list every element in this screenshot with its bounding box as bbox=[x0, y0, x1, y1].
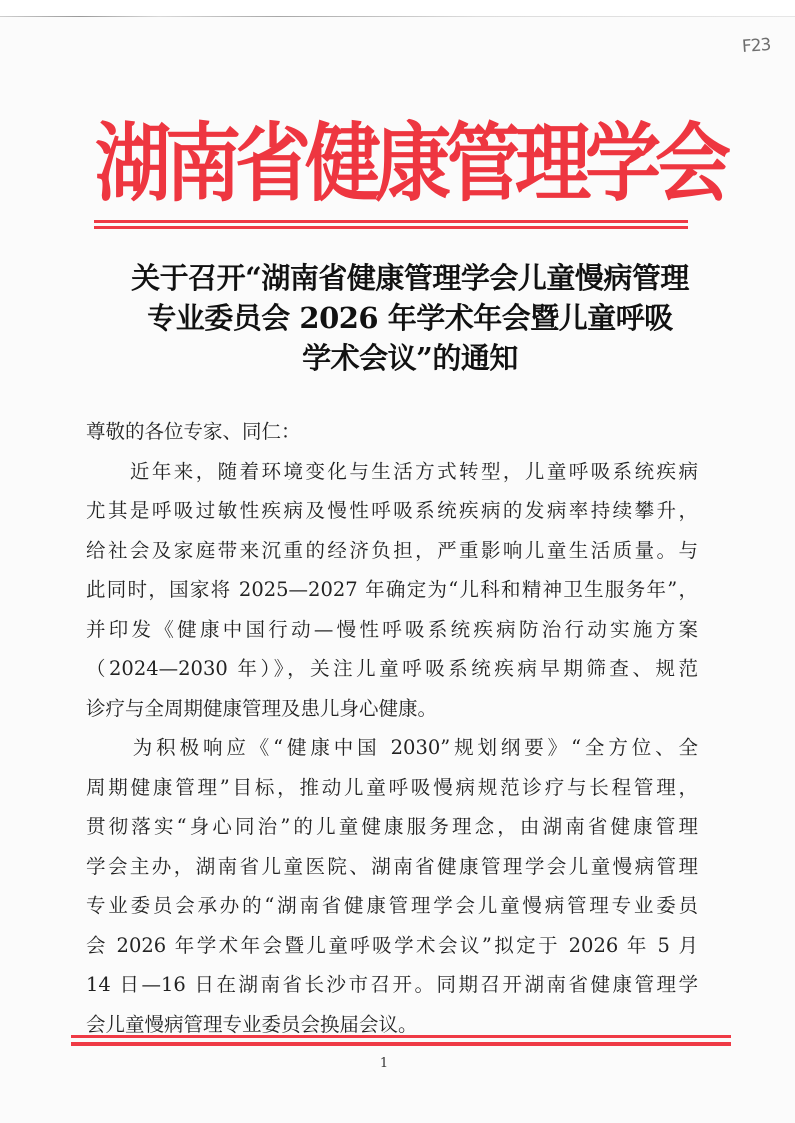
letterhead-red-rule bbox=[94, 220, 688, 229]
paragraph-line: 尤其是呼吸过敏性疾病及慢性呼吸系统疾病的发病率持续攀升， bbox=[86, 499, 698, 522]
paragraph-line: 会 2026 年学术年会暨儿童呼吸学术会议”拟定于 2026 年 5 月 bbox=[86, 933, 698, 957]
paragraph-line: 诊疗与全周期健康管理及患儿身心健康。 bbox=[86, 696, 438, 720]
paragraph-line: 学会主办，湖南省儿童医院、湖南省健康管理学会儿童慢病管理 bbox=[86, 854, 698, 878]
scanner-margin bbox=[0, 0, 795, 16]
title-line: 关于召开“湖南省健康管理学会儿童慢病管理 bbox=[131, 261, 689, 295]
paragraph-line: 给社会及家庭带来沉重的经济负担，严重影响儿童生活质量。与 bbox=[86, 538, 698, 562]
paragraph-line: 近年来，随着环境变化与生活方式转型，儿童呼吸系统疾病 bbox=[86, 459, 698, 483]
paragraph-line: （2024—2030 年）》，关注儿童呼吸系统疾病早期筛查、规范 bbox=[86, 657, 698, 680]
paragraph-line: 14 日—16 日在湖南省长沙市召开。同期召开湖南省健康管理学 bbox=[86, 973, 698, 996]
paragraph-meeting-announcement bbox=[86, 728, 698, 1044]
paragraph-line: 此同时，国家将 2025—2027 年确定为“儿科和精神卫生服务年”， bbox=[86, 578, 698, 601]
document-body bbox=[86, 412, 698, 1044]
paragraph-line: 专业委员会承办的“湖南省健康管理学会儿童慢病管理专业委员 bbox=[86, 894, 698, 917]
paragraph-line: 会儿童慢病管理专业委员会换届会议。 bbox=[86, 1012, 418, 1036]
page-number: 1 bbox=[379, 1056, 389, 1071]
title-line: 学术会议”的通知 bbox=[302, 341, 518, 375]
paragraph-line: 周期健康管理”目标，推动儿童呼吸慢病规范诊疗与长程管理， bbox=[86, 775, 698, 799]
paragraph-line: 贯彻落实“身心同治”的儿童健康服务理念，由湖南省健康管理 bbox=[86, 815, 698, 838]
paragraph-line: 为积极响应《“健康中国 2030”规划纲要》“全方位、全 bbox=[86, 736, 698, 759]
document-title bbox=[70, 258, 750, 378]
letterhead-organization-name: 湖南省健康管理学会 bbox=[95, 113, 725, 214]
footer-red-rule bbox=[71, 1035, 731, 1046]
salutation: 尊敬的各位专家、同仁： bbox=[86, 420, 301, 443]
paragraph-line: 并印发《健康中国行动—慢性呼吸系统疾病防治行动实施方案 bbox=[86, 617, 698, 641]
handwritten-annotation: F23 bbox=[741, 35, 772, 57]
title-line: 专业委员会 2026 年学术年会暨儿童呼吸 bbox=[147, 301, 673, 335]
paragraph-background bbox=[86, 452, 698, 729]
